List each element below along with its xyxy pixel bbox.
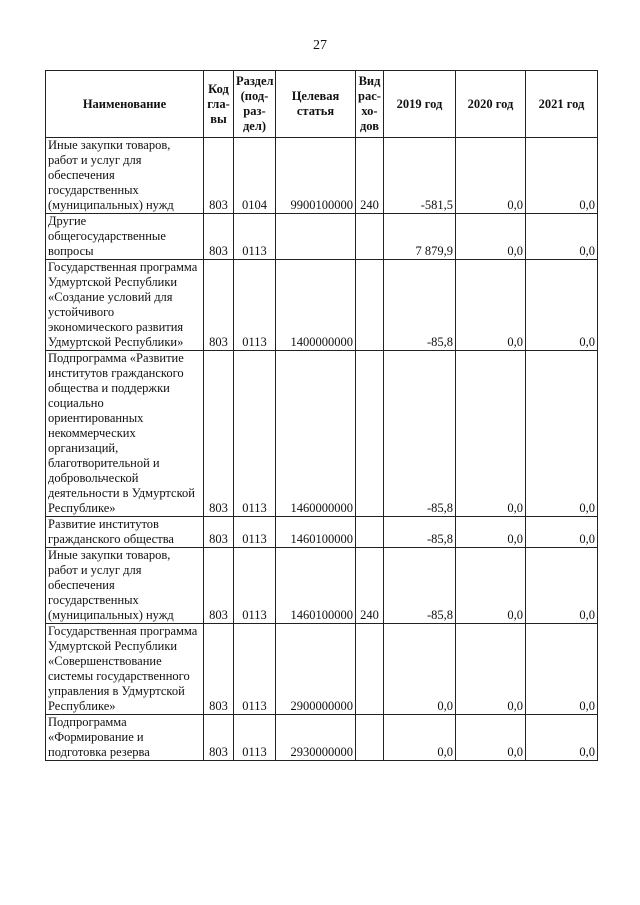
row-2019: 0,0 <box>384 715 456 761</box>
header-2020: 2020 год <box>456 71 526 138</box>
row-vid: 240 <box>356 548 384 624</box>
row-section: 0113 <box>234 517 276 548</box>
row-name: Другие общегосударственные вопросы <box>46 214 204 260</box>
row-name: Государственная программа Удмуртской Республики «Совершенствование системы государственного управления в Удмуртской Республике» <box>46 624 204 715</box>
row-vid <box>356 260 384 351</box>
row-code: 803 <box>204 624 234 715</box>
row-code: 803 <box>204 138 234 214</box>
row-2021: 0,0 <box>526 138 598 214</box>
row-2019: -581,5 <box>384 138 456 214</box>
row-vid <box>356 624 384 715</box>
row-name: Иные закупки товаров, работ и услуг для обеспечения государственных (муниципальных) нужд <box>46 138 204 214</box>
header-vid: Вид рас-хо-дов <box>356 71 384 138</box>
table-row <box>46 214 598 260</box>
row-2020: 0,0 <box>456 351 526 517</box>
row-vid <box>356 351 384 517</box>
header-name: Наименование <box>46 71 204 138</box>
row-name: Государственная программа Удмуртской Республики «Создание условий для устойчивого экономического развития Удмуртской Республики» <box>46 260 204 351</box>
row-target: 2930000000 <box>276 715 356 761</box>
row-name: Развитие институтов гражданского общества <box>46 517 204 548</box>
row-section: 0104 <box>234 138 276 214</box>
row-target: 1460000000 <box>276 351 356 517</box>
header-row <box>46 71 598 138</box>
row-target <box>276 214 356 260</box>
row-name: Подпрограмма «Развитие институтов гражданского общества и поддержки социально ориентированных некоммерческих организаций, благотворительной и добровольческой деятельности в Удмуртской Республике» <box>46 351 204 517</box>
header-section: Раздел (под-раз-дел) <box>234 71 276 138</box>
page-number: 27 <box>313 38 327 53</box>
row-section: 0113 <box>234 351 276 517</box>
row-2020: 0,0 <box>456 260 526 351</box>
row-2021: 0,0 <box>526 624 598 715</box>
row-2020: 0,0 <box>456 214 526 260</box>
table-row <box>46 138 598 214</box>
row-section: 0113 <box>234 548 276 624</box>
row-target: 2900000000 <box>276 624 356 715</box>
budget-table <box>45 70 598 761</box>
row-2019: -85,8 <box>384 351 456 517</box>
row-2021: 0,0 <box>526 548 598 624</box>
row-2019: -85,8 <box>384 517 456 548</box>
row-2021: 0,0 <box>526 351 598 517</box>
table-row <box>46 517 598 548</box>
row-section: 0113 <box>234 624 276 715</box>
row-vid: 240 <box>356 138 384 214</box>
table-row <box>46 715 598 761</box>
row-2019: -85,8 <box>384 548 456 624</box>
row-2021: 0,0 <box>526 260 598 351</box>
row-code: 803 <box>204 351 234 517</box>
row-section: 0113 <box>234 715 276 761</box>
row-name: Иные закупки товаров, работ и услуг для обеспечения государственных (муниципальных) нужд <box>46 548 204 624</box>
row-2019: 0,0 <box>384 624 456 715</box>
row-section: 0113 <box>234 260 276 351</box>
row-code: 803 <box>204 548 234 624</box>
row-2021: 0,0 <box>526 715 598 761</box>
table-row <box>46 624 598 715</box>
row-2019: -85,8 <box>384 260 456 351</box>
row-code: 803 <box>204 260 234 351</box>
row-2019: 7 879,9 <box>384 214 456 260</box>
row-2020: 0,0 <box>456 548 526 624</box>
row-target: 1460100000 <box>276 548 356 624</box>
row-code: 803 <box>204 715 234 761</box>
row-target: 1400000000 <box>276 260 356 351</box>
header-2019: 2019 год <box>384 71 456 138</box>
row-code: 803 <box>204 214 234 260</box>
header-2021: 2021 год <box>526 71 598 138</box>
table-row <box>46 548 598 624</box>
row-vid <box>356 715 384 761</box>
row-target: 9900100000 <box>276 138 356 214</box>
row-2021: 0,0 <box>526 214 598 260</box>
row-2020: 0,0 <box>456 517 526 548</box>
row-name: Подпрограмма «Формирование и подготовка резерва <box>46 715 204 761</box>
row-code: 803 <box>204 517 234 548</box>
header-code: Код гла-вы <box>204 71 234 138</box>
row-2020: 0,0 <box>456 138 526 214</box>
row-2020: 0,0 <box>456 715 526 761</box>
row-vid <box>356 517 384 548</box>
row-2020: 0,0 <box>456 624 526 715</box>
table-row <box>46 351 598 517</box>
header-target: Целевая статья <box>276 71 356 138</box>
row-2021: 0,0 <box>526 517 598 548</box>
row-target: 1460100000 <box>276 517 356 548</box>
row-vid <box>356 214 384 260</box>
row-section: 0113 <box>234 214 276 260</box>
table-row <box>46 260 598 351</box>
